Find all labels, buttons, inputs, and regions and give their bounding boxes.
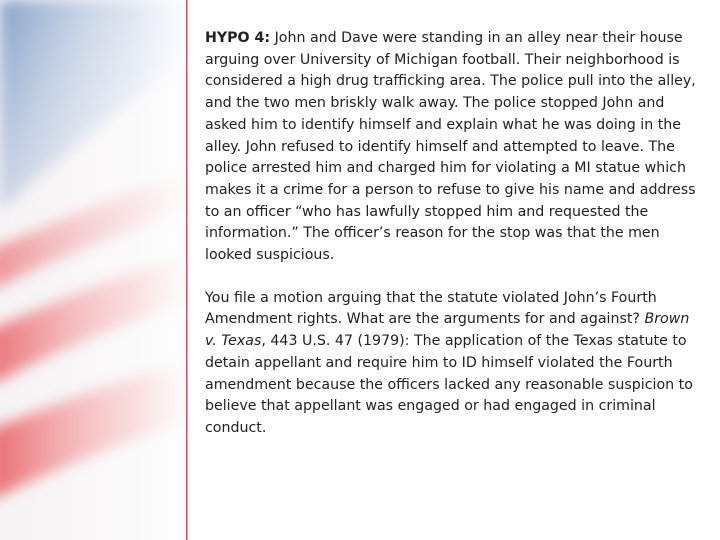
hypo-text: John and Dave were standing in an alley near their house arguing over University of Michigan football. Their neighborhood is considered a high drug trafficking area. The police pull into the alley, and the two men briskly walk away. The police stopped John and asked him to identify himself and explain what he was doing in the alley. John refused to identify himself and attempted to leave. The police arrested him and charged him for violating a MI statue which makes it a crime for a person to refuse to give his name and address to an officer “who has lawfully stopped him and requested the information.” The officer’s reason for the stop was that the men looked suspicious.: [205, 30, 696, 264]
case-name: Brown v. Texas: [205, 311, 690, 350]
hypo-label: HYPO 4:: [205, 30, 271, 46]
motion-text: You file a motion arguing that the statute violated John’s Fourth Amendment rights. What are the arguments for and against?: [205, 289, 657, 328]
flag-background-art: [0, 0, 190, 540]
hypo-paragraph: [205, 28, 697, 267]
slide-text-body: [205, 28, 697, 440]
motion-paragraph: [205, 288, 697, 440]
case-text: , 443 U.S. 47 (1979): The application of the Texas statute to detain appellant and require him to ID himself violated the Fourth amendment because the officers lacked any reasonable suspicion to believe that appellant was engaged or had engaged in criminal conduct.: [205, 333, 693, 436]
